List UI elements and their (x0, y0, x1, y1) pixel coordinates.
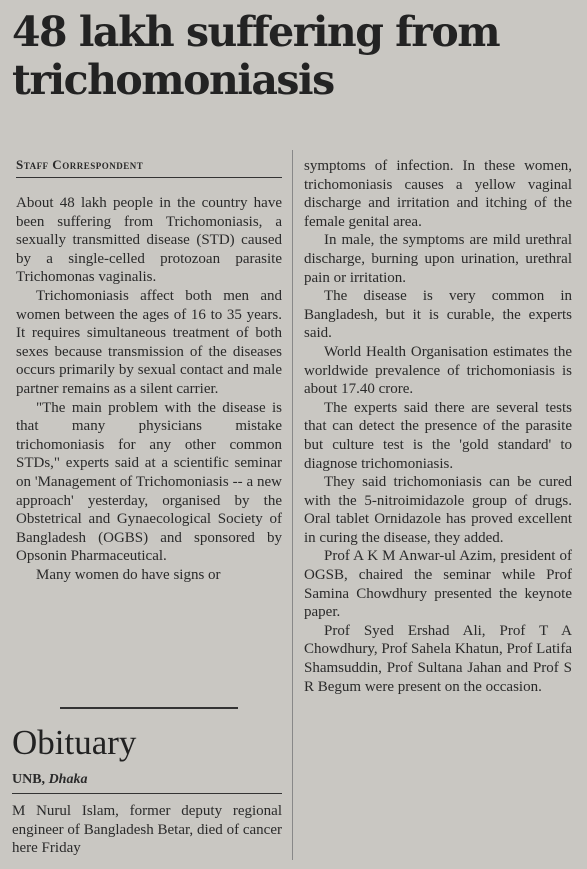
column-divider (292, 150, 293, 860)
article-byline: Staff Correspondent (16, 157, 144, 172)
obituary-place: Dhaka (48, 772, 88, 787)
article-paragraph: About 48 lakh people in the country have been suffering from Trichomoniasis, a sexually transmitted disease (STD) caused by a single-celled protozoan parasite Trichomonas vaginalis. (16, 195, 282, 286)
dateline-rule (12, 793, 282, 794)
obituary-agency: UNB, (12, 772, 46, 787)
article-paragraph: In male, the symptoms are mild urethral discharge, burning upon urination, urethral pain or irritation. (304, 232, 572, 286)
obituary-text: M Nurul Islam, former deputy regional engineer of Bangladesh Betar, died of cancer here Friday (12, 803, 282, 857)
article-paragraph: Many women do have signs or (36, 566, 221, 583)
article-paragraph: World Health Organisation estimates the worldwide prevalence of trichomoniasis is about 17.40 crore. (304, 343, 572, 398)
section-rule (60, 707, 238, 709)
article-headline: 48 lakh suffering from trichomoniasis (12, 8, 500, 104)
article-column-right (304, 157, 572, 696)
article-paragraph: The experts said there are several tests that can detect the presence of the parasite but culture test is the 'gold standard' to diagnose trichomoniasis. (304, 399, 572, 472)
article-column-left (16, 194, 282, 584)
article-paragraph: "The main problem with the disease is that many physicians mistake trichomoniasis for any other common STDs," experts said at a scientific seminar on 'Management of Trichomoniasis -- a new approach' yesterday, organised by the Obstetrical and Gynaecological Society of Bangladesh (OGBS) and sponsored by Opsonin Pharmaceutical. (16, 399, 282, 565)
obituary-column (12, 802, 282, 858)
article-paragraph: symptoms of infection. In these women, trichomoniasis causes a yellow vaginal discharge and irritation and itching of the female genital area. (304, 158, 572, 230)
article-paragraph: Prof Syed Ershad Ali, Prof T A Chowdhury, Prof Sahela Khatun, Prof Latifa Shamsuddin, Prof Sultana Jahan and Prof S R Begum were present on the occasion. (304, 622, 572, 695)
obituary-dateline (12, 772, 87, 788)
article-paragraph: The disease is very common in Bangladesh, but it is curable, the experts said. (304, 288, 572, 342)
article-paragraph: They said trichomoniasis can be cured with the 5-nitroimidazole group of drugs. Oral tablet Ornidazole has proved excellent in curing the disease, they added. (304, 474, 572, 546)
obituary-title: Obituary (12, 723, 137, 762)
article-paragraph: Prof A K M Anwar-ul Azim, president of OGSB, chaired the seminar while Prof Samina Chowdhury presented the keynote paper. (304, 548, 572, 621)
article-paragraph: Trichomoniasis affect both men and women between the ages of 16 to 35 years. It requires simultaneous treatment of both sexes because transmission of the diseases occurs primarily by sexual contact and male partner remains as a silent carrier. (16, 287, 282, 397)
byline-rule (16, 177, 282, 178)
